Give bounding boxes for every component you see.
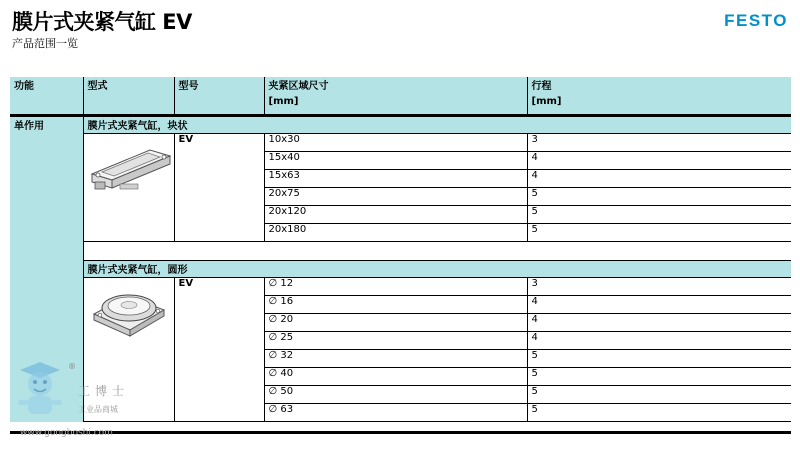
stroke-cell: 4 [527,170,791,188]
section-row [10,261,791,278]
clamp-size-cell: 15x40 [264,152,527,170]
section-label: 膜片式夹紧气缸，块状 [83,116,791,134]
clamp-size-cell: ∅ 63 [264,404,527,422]
col-header-function: 功能 [10,77,83,116]
clamp-size-unit: [mm] [268,96,299,107]
round-clamp-image [88,286,172,346]
clamp-size-cell: 10x30 [264,134,527,152]
clamp-size-cell: ∅ 20 [264,314,527,332]
stroke-label: 行程 [531,81,552,92]
watermark-name: 工博士 [78,384,130,398]
clamp-size-cell: 20x180 [264,224,527,242]
clamp-size-cell: 15x63 [264,170,527,188]
function-cell: 单作用 [10,116,83,422]
stroke-cell: 5 [527,224,791,242]
col-header-type: 型号 [174,77,264,116]
table-bottom-rule [10,431,791,434]
clamp-size-cell: 20x120 [264,206,527,224]
col-header-stroke [527,77,791,116]
table-header-row [10,77,791,116]
type-cell: EV [174,278,264,422]
clamp-size-cell: ∅ 50 [264,386,527,404]
stroke-cell: 5 [527,350,791,368]
col-header-clamp-size [264,77,527,116]
clamp-size-cell: 20x75 [264,188,527,206]
watermark-registered: ® [68,362,76,371]
block-image-cell [83,134,174,242]
watermark-subtitle: 工业品商城 [78,405,118,414]
page-subtitle: 产品范围一览 [12,37,78,50]
clamp-size-label: 夹紧区域尺寸 [268,81,329,92]
clamp-size-cell: ∅ 32 [264,350,527,368]
mascot-watermark-icon [14,360,66,422]
stroke-cell: 5 [527,206,791,224]
stroke-cell: 5 [527,404,791,422]
stroke-cell: 4 [527,152,791,170]
clamp-size-cell: ∅ 25 [264,332,527,350]
section-label: 膜片式夹紧气缸，圆形 [83,261,791,278]
stroke-cell: 3 [527,278,791,296]
product-range-table [10,77,791,422]
stroke-cell: 3 [527,134,791,152]
clamp-size-cell: ∅ 16 [264,296,527,314]
table-row [10,134,791,152]
stroke-cell: 5 [527,386,791,404]
table-row [10,278,791,296]
stroke-cell: 5 [527,368,791,386]
stroke-unit: [mm] [531,96,562,107]
stroke-cell: 4 [527,314,791,332]
clamp-size-cell: ∅ 12 [264,278,527,296]
clamp-size-cell: ∅ 40 [264,368,527,386]
watermark-url: www.gongboshi.com [20,428,113,438]
round-image-cell [83,278,174,422]
spacer-cell [83,242,791,261]
spacer-row [10,242,791,261]
festo-logo: FESTO [724,11,788,30]
section-row [10,116,791,134]
block-clamp-image [88,142,172,198]
stroke-cell: 5 [527,188,791,206]
col-header-design: 型式 [83,77,174,116]
stroke-cell: 4 [527,332,791,350]
type-cell: EV [174,134,264,242]
stroke-cell: 4 [527,296,791,314]
page-title: 膜片式夹紧气缸 EV [12,10,192,34]
